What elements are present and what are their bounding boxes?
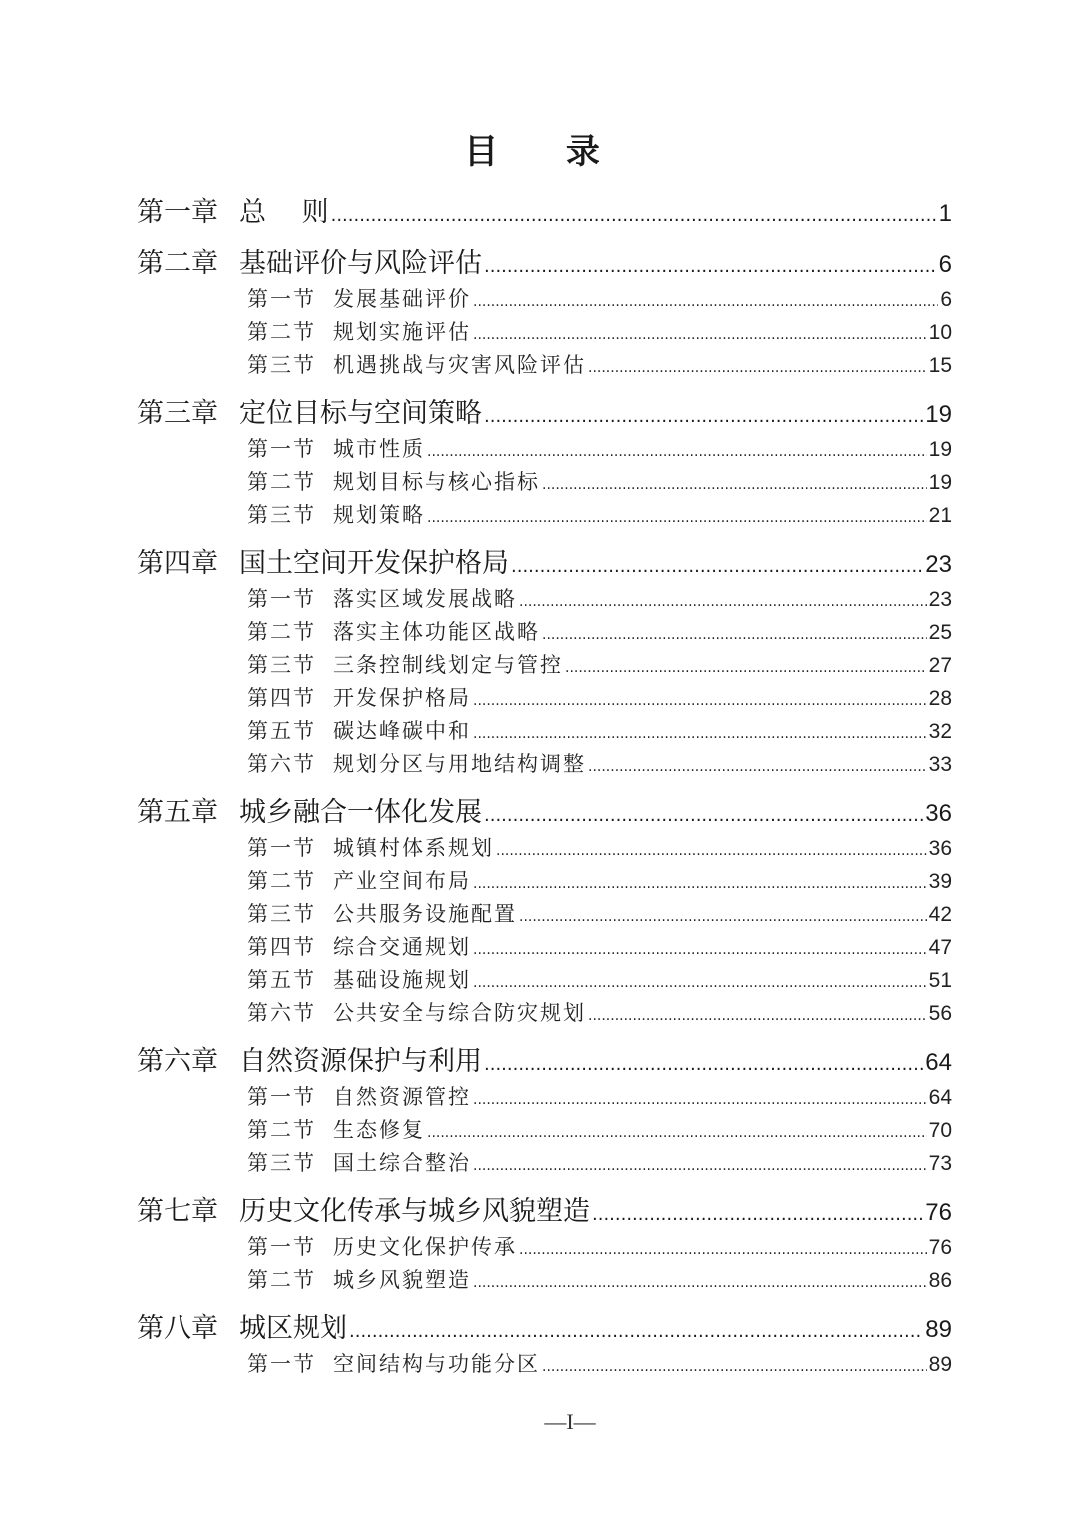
chapter-page-number: 64 (925, 1049, 952, 1076)
toc-chapter-block (137, 1309, 952, 1381)
toc-section-entry[interactable] (137, 1147, 952, 1180)
toc-chapter-block (137, 1042, 952, 1180)
toc-chapter-block (137, 544, 952, 781)
section-title: 规划分区与用地结构调整 (333, 752, 586, 776)
section-page-number: 86 (928, 1269, 952, 1292)
section-title: 综合交通规划 (333, 935, 471, 959)
section-title: 基础设施规划 (333, 968, 471, 992)
toc-section-entry[interactable] (137, 832, 952, 865)
toc-chapter-block (137, 193, 952, 232)
toc-chapter-block (137, 244, 952, 382)
section-number: 第一节 (247, 1352, 316, 1376)
dot-leader (349, 1312, 923, 1351)
section-page-number: 25 (928, 621, 952, 644)
toc-chapter-block (137, 394, 952, 532)
chapter-number: 第四章 (137, 548, 218, 579)
section-number: 第二节 (247, 320, 316, 344)
toc-section-entry[interactable] (137, 748, 952, 781)
chapter-title: 总 则 (239, 197, 329, 228)
section-page-number: 23 (928, 588, 952, 611)
section-number: 第一节 (247, 1085, 316, 1109)
page-title: 目 录 (464, 132, 628, 172)
dot-leader (427, 502, 927, 535)
dot-leader (484, 796, 923, 835)
chapter-number: 第六章 (137, 1046, 218, 1077)
toc-chapter-block (137, 793, 952, 1030)
section-title: 碳达峰碳中和 (333, 719, 471, 743)
toc-section-entry[interactable] (137, 349, 952, 382)
toc-section-entry[interactable] (137, 865, 952, 898)
section-page-number: 21 (928, 504, 952, 527)
toc-chapter-entry[interactable] (137, 244, 952, 283)
section-page-number: 15 (928, 354, 952, 377)
chapter-page-number: 36 (925, 800, 952, 827)
dot-leader (427, 1117, 927, 1150)
section-number: 第三节 (247, 503, 316, 527)
dot-leader (496, 835, 927, 868)
section-number: 第六节 (247, 1001, 316, 1025)
section-page-number: 36 (928, 837, 952, 860)
section-page-number: 47 (928, 936, 952, 959)
toc-section-entry[interactable] (137, 931, 952, 964)
section-number: 第一节 (247, 437, 316, 461)
section-page-number: 28 (928, 687, 952, 710)
chapter-number: 第一章 (137, 197, 218, 228)
section-page-number: 19 (928, 438, 952, 461)
dot-leader (473, 286, 938, 319)
toc-section-entry[interactable] (137, 1348, 952, 1381)
section-page-number: 64 (928, 1086, 952, 1109)
section-number: 第四节 (247, 686, 316, 710)
section-number: 第一节 (247, 287, 316, 311)
section-number: 第二节 (247, 1118, 316, 1142)
toc-section-entry[interactable] (137, 466, 952, 499)
section-title: 公共安全与综合防灾规划 (333, 1001, 586, 1025)
dot-leader (473, 1267, 927, 1300)
dot-leader (473, 1084, 927, 1117)
dot-leader (484, 1045, 923, 1084)
toc-chapter-entry[interactable] (137, 394, 952, 433)
section-number: 第二节 (247, 620, 316, 644)
chapter-page-number: 23 (925, 551, 952, 578)
section-page-number: 56 (928, 1002, 952, 1025)
section-title: 国土综合整治 (333, 1151, 471, 1175)
dot-leader (427, 436, 927, 469)
section-page-number: 6 (940, 288, 952, 311)
section-title: 公共服务设施配置 (333, 902, 517, 926)
dot-leader (519, 1234, 927, 1267)
dot-leader (542, 1351, 927, 1384)
section-title: 机遇挑战与灾害风险评估 (333, 353, 586, 377)
toc-section-entry[interactable] (137, 715, 952, 748)
dot-leader (565, 652, 927, 685)
dot-leader (542, 469, 927, 502)
toc-chapter-block (137, 1192, 952, 1297)
section-page-number: 73 (928, 1152, 952, 1175)
section-page-number: 39 (928, 870, 952, 893)
section-title: 自然资源管控 (333, 1085, 471, 1109)
dot-leader (473, 934, 927, 967)
section-number: 第二节 (247, 869, 316, 893)
dot-leader (519, 901, 927, 934)
toc-section-entry[interactable] (137, 499, 952, 532)
chapter-number: 第二章 (137, 248, 218, 279)
toc-section-entry[interactable] (137, 616, 952, 649)
dot-leader (519, 586, 927, 619)
section-number: 第三节 (247, 1151, 316, 1175)
dot-leader (588, 751, 927, 784)
section-number: 第一节 (247, 1235, 316, 1259)
section-title: 落实区域发展战略 (333, 587, 517, 611)
dot-leader (473, 868, 927, 901)
section-page-number: 51 (928, 969, 952, 992)
section-number: 第四节 (247, 935, 316, 959)
toc-section-entry[interactable] (137, 316, 952, 349)
dot-leader (592, 1195, 923, 1234)
section-title: 规划实施评估 (333, 320, 471, 344)
chapter-number: 第八章 (137, 1313, 218, 1344)
dot-leader (484, 247, 937, 286)
toc-section-entry[interactable] (137, 583, 952, 616)
dot-leader (542, 619, 927, 652)
section-page-number: 19 (928, 471, 952, 494)
section-title: 规划目标与核心指标 (333, 470, 540, 494)
toc-section-entry[interactable] (137, 997, 952, 1030)
section-title: 产业空间布局 (333, 869, 471, 893)
dot-leader (473, 319, 927, 352)
toc-chapter-entry[interactable] (137, 193, 952, 232)
section-title: 三条控制线划定与管控 (333, 653, 563, 677)
chapter-title: 城乡融合一体化发展 (239, 797, 482, 828)
section-number: 第五节 (247, 968, 316, 992)
chapter-page-number: 6 (938, 251, 952, 278)
section-number: 第二节 (247, 1268, 316, 1292)
section-number: 第六节 (247, 752, 316, 776)
toc-section-entry[interactable] (137, 682, 952, 715)
section-page-number: 27 (928, 654, 952, 677)
section-title: 规划策略 (333, 503, 425, 527)
dot-leader (511, 547, 923, 586)
section-title: 历史文化保护传承 (333, 1235, 517, 1259)
chapter-title: 自然资源保护与利用 (239, 1046, 482, 1077)
dot-leader (331, 196, 937, 235)
toc-section-entry[interactable] (137, 964, 952, 997)
dot-leader (473, 718, 927, 751)
toc-chapter-entry[interactable] (137, 1192, 952, 1231)
chapter-number: 第七章 (137, 1196, 218, 1227)
toc-section-entry[interactable] (137, 1081, 952, 1114)
section-title: 城乡风貌塑造 (333, 1268, 471, 1292)
toc-section-entry[interactable] (137, 1264, 952, 1297)
chapter-page-number: 1 (938, 200, 952, 227)
section-page-number: 76 (928, 1236, 952, 1259)
section-title: 空间结构与功能分区 (333, 1352, 540, 1376)
section-page-number: 42 (928, 903, 952, 926)
dot-leader (588, 1000, 927, 1033)
table-of-contents (137, 193, 952, 1393)
section-title: 城市性质 (333, 437, 425, 461)
toc-chapter-entry[interactable] (137, 544, 952, 583)
chapter-title: 城区规划 (239, 1313, 347, 1344)
section-number: 第五节 (247, 719, 316, 743)
section-title: 开发保护格局 (333, 686, 471, 710)
section-page-number: 33 (928, 753, 952, 776)
toc-section-entry[interactable] (137, 433, 952, 466)
dot-leader (588, 352, 927, 385)
section-number: 第二节 (247, 470, 316, 494)
section-page-number: 89 (928, 1353, 952, 1376)
chapter-title: 基础评价与风险评估 (239, 248, 482, 279)
toc-chapter-entry[interactable] (137, 1042, 952, 1081)
section-number: 第一节 (247, 587, 316, 611)
section-page-number: 10 (928, 321, 952, 344)
dot-leader (473, 1150, 927, 1183)
chapter-page-number: 89 (925, 1316, 952, 1343)
page-number-footer: —I— (544, 1409, 596, 1434)
section-title: 发展基础评价 (333, 287, 471, 311)
chapter-number: 第五章 (137, 797, 218, 828)
section-page-number: 70 (928, 1119, 952, 1142)
toc-chapter-entry[interactable] (137, 793, 952, 832)
toc-section-entry[interactable] (137, 283, 952, 316)
chapter-page-number: 76 (925, 1199, 952, 1226)
chapter-title: 历史文化传承与城乡风貌塑造 (239, 1196, 590, 1227)
dot-leader (484, 397, 923, 436)
chapter-number: 第三章 (137, 398, 218, 429)
toc-section-entry[interactable] (137, 1114, 952, 1147)
section-number: 第三节 (247, 653, 316, 677)
toc-section-entry[interactable] (137, 898, 952, 931)
section-title: 落实主体功能区战略 (333, 620, 540, 644)
chapter-page-number: 19 (925, 401, 952, 428)
section-title: 城镇村体系规划 (333, 836, 494, 860)
section-page-number: 32 (928, 720, 952, 743)
chapter-title: 国土空间开发保护格局 (239, 548, 509, 579)
toc-section-entry[interactable] (137, 1231, 952, 1264)
toc-chapter-entry[interactable] (137, 1309, 952, 1348)
section-number: 第一节 (247, 836, 316, 860)
dot-leader (473, 967, 927, 1000)
toc-section-entry[interactable] (137, 649, 952, 682)
section-number: 第三节 (247, 902, 316, 926)
section-number: 第三节 (247, 353, 316, 377)
dot-leader (473, 685, 927, 718)
section-title: 生态修复 (333, 1118, 425, 1142)
chapter-title: 定位目标与空间策略 (239, 398, 482, 429)
